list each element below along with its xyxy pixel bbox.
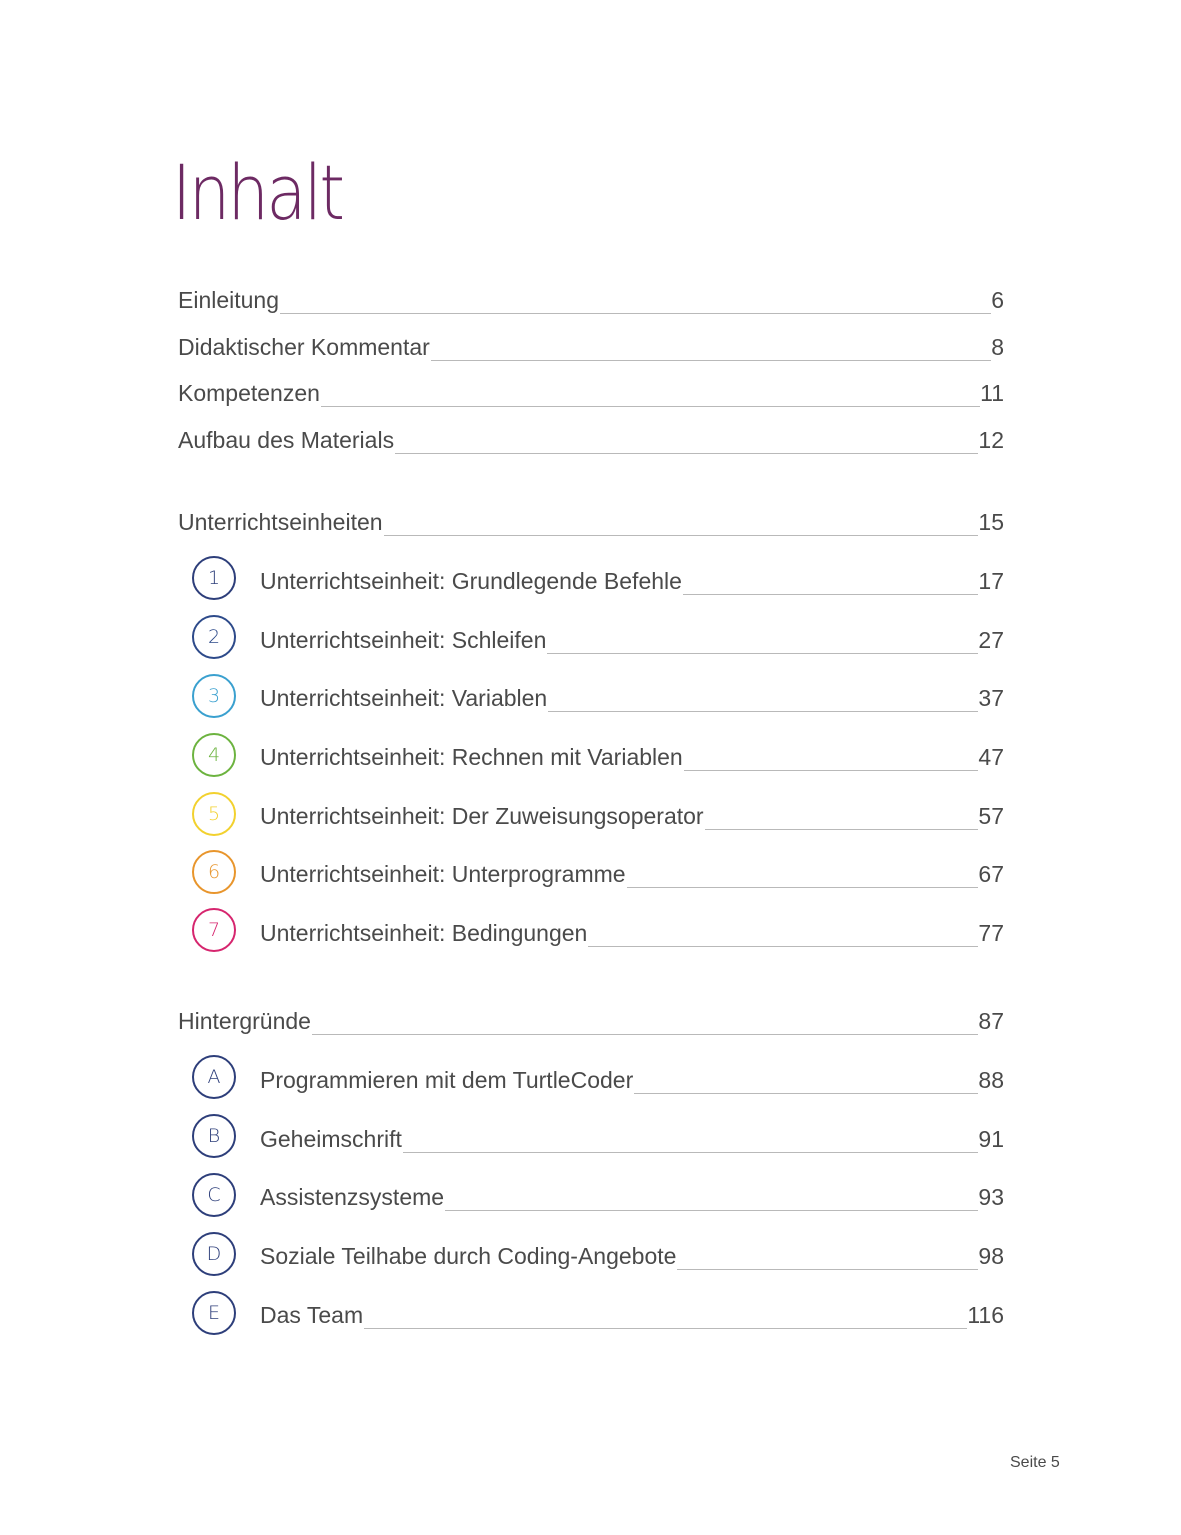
toc-entry-label: Unterrichtseinheit: Schleifen — [260, 627, 547, 653]
toc-entry-label: Unterrichtseinheit: Grundlegende Befehle — [260, 568, 682, 594]
toc-unit-entry[interactable] — [260, 858, 1004, 888]
dotted-leader — [403, 1152, 979, 1153]
toc-entry-label: Assistenzsysteme — [260, 1184, 445, 1210]
toc-entry-label: Kompetenzen — [178, 380, 320, 406]
dotted-leader — [364, 1328, 967, 1329]
toc-section-page: 87 — [978, 1008, 1004, 1034]
toc-entry-label: Aufbau des Materials — [178, 427, 395, 453]
toc-unit-entry[interactable] — [260, 917, 1004, 947]
toc-entry-label: Didaktischer Kommentar — [178, 334, 430, 360]
toc-entry-label: Geheimschrift — [260, 1126, 402, 1152]
background-letter-badge: A — [192, 1055, 236, 1099]
toc-unit-entry[interactable] — [260, 741, 1004, 771]
unit-number-badge: 5 — [192, 792, 236, 836]
toc-entry-page: 116 — [967, 1302, 1004, 1328]
toc-entry-label: Das Team — [260, 1302, 364, 1328]
toc-entry-page: 88 — [978, 1067, 1004, 1093]
unit-number-badge: 7 — [192, 908, 236, 952]
dotted-leader — [684, 770, 979, 771]
background-letter-badge: B — [192, 1114, 236, 1158]
toc-unit-entry[interactable] — [260, 800, 1004, 830]
dotted-leader — [321, 406, 980, 407]
toc-entry-page: 91 — [978, 1126, 1004, 1152]
toc-entry-page: 8 — [991, 334, 1004, 360]
toc-entry-page: 37 — [978, 685, 1004, 711]
toc-entry-page: 77 — [978, 920, 1004, 946]
toc-entry-label: Unterrichtseinheit: Rechnen mit Variablen — [260, 744, 683, 770]
toc-entry-page: 98 — [978, 1243, 1004, 1269]
toc-entry-aufbau[interactable] — [178, 424, 1004, 454]
toc-background-entry[interactable] — [260, 1181, 1004, 1211]
toc-entry-page: 6 — [991, 287, 1004, 313]
toc-unit-entry[interactable] — [260, 624, 1004, 654]
page-number-footer: Seite 5 — [1010, 1454, 1060, 1471]
toc-background-entry[interactable] — [260, 1240, 1004, 1270]
toc-entry-label: Unterrichtseinheit: Bedingungen — [260, 920, 588, 946]
toc-entry-label: Unterrichtseinheit: Variablen — [260, 685, 548, 711]
unit-number-badge: 3 — [192, 674, 236, 718]
dotted-leader — [445, 1210, 978, 1211]
dotted-leader — [588, 946, 978, 947]
toc-background-entry[interactable] — [260, 1064, 1004, 1094]
dotted-leader — [548, 711, 978, 712]
dotted-leader — [395, 453, 978, 454]
dotted-leader — [683, 594, 978, 595]
toc-entry-label: Einleitung — [178, 287, 280, 313]
toc-entry-didaktischer-kommentar[interactable] — [178, 331, 1004, 361]
background-letter-badge: E — [192, 1291, 236, 1335]
dotted-leader — [627, 887, 979, 888]
toc-entry-einleitung[interactable] — [178, 284, 1004, 314]
toc-entry-page: 12 — [978, 427, 1004, 453]
toc-entry-page: 57 — [978, 803, 1004, 829]
page-title: Inhalt — [172, 148, 343, 237]
dotted-leader — [312, 1034, 978, 1035]
toc-entry-page: 17 — [978, 568, 1004, 594]
dotted-leader — [547, 653, 978, 654]
background-letter-badge: C — [192, 1173, 236, 1217]
dotted-leader — [384, 535, 979, 536]
toc-section-unterrichtseinheiten[interactable] — [178, 506, 1004, 536]
dotted-leader — [634, 1093, 978, 1094]
dotted-leader — [280, 313, 991, 314]
toc-background-entry[interactable] — [260, 1299, 1004, 1329]
toc-entry-page: 47 — [978, 744, 1004, 770]
unit-number-badge: 1 — [192, 556, 236, 600]
toc-section-hintergruende[interactable] — [178, 1005, 1004, 1035]
toc-entry-page: 93 — [978, 1184, 1004, 1210]
dotted-leader — [431, 360, 991, 361]
toc-entry-label: Soziale Teilhabe durch Coding-Angebote — [260, 1243, 677, 1269]
toc-section-page: 15 — [978, 509, 1004, 535]
toc-entry-kompetenzen[interactable] — [178, 377, 1004, 407]
dotted-leader — [677, 1269, 978, 1270]
toc-entry-label: Programmieren mit dem TurtleCoder — [260, 1067, 634, 1093]
unit-number-badge: 2 — [192, 615, 236, 659]
dotted-leader — [705, 829, 979, 830]
toc-unit-entry[interactable] — [260, 682, 1004, 712]
toc-entry-page: 27 — [978, 627, 1004, 653]
toc-section-label: Unterrichtseinheiten — [178, 509, 383, 535]
toc-unit-entry[interactable] — [260, 565, 1004, 595]
unit-number-badge: 6 — [192, 850, 236, 894]
toc-entry-page: 67 — [978, 861, 1004, 887]
toc-entry-page: 11 — [980, 380, 1004, 406]
toc-section-label: Hintergründe — [178, 1008, 311, 1034]
unit-number-badge: 4 — [192, 733, 236, 777]
toc-entry-label: Unterrichtseinheit: Der Zuweisungsoperator — [260, 803, 704, 829]
toc-background-entry[interactable] — [260, 1123, 1004, 1153]
background-letter-badge: D — [192, 1232, 236, 1276]
toc-entry-label: Unterrichtseinheit: Unterprogramme — [260, 861, 626, 887]
